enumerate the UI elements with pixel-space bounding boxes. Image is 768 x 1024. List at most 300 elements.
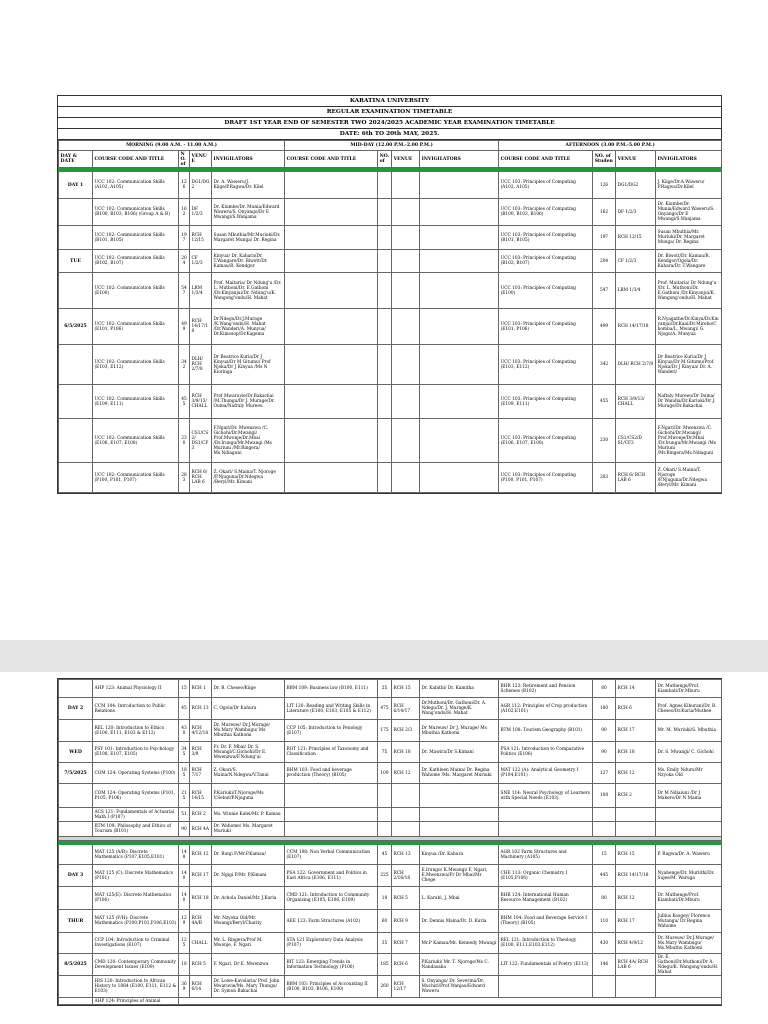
invigilators-cell: Kinyua/ Dr. Kahara/Dr. T.Wangare/Dr. Biwott/Dr. Kamau/R. Kendgor [212,250,285,273]
count-cell: 230 [593,419,616,463]
course-cell: UCC 103: Principles of Computing (B102, B107) [499,250,593,273]
course-cell: UCC 103: Principles of Computing (E101, P106) [499,309,593,345]
table-row [59,463,722,493]
course-cell: UCC 102: Communication Skills (E101, P106) [93,309,179,345]
course-cell: UCC 102: Communication Skills (A102, A105) [93,172,179,199]
venue-cell: RCH 6 [392,954,420,976]
invigilators-cell: Prof. Maitaria/ Dr Ndung'u /Dr. L. Muthoni/Dr. E.Gathoni /Dr.Kinyanjui/Dr. Ndung'u/K. Wangong'ondu/H. Mahat [212,273,285,309]
venue-cell: RCH 6/14/17 [392,698,420,720]
table-row [59,172,722,199]
invigilators-cell: Z. Okari/S. Maina/N.Ndegwa/V.Tanui [212,763,285,784]
count-cell: 35 [378,933,392,954]
course-cell: CCP 105: Introduction to Penology (E107) [285,720,378,742]
count-cell: 230 [179,419,190,463]
invigilators-cell: Dr. Ngigi P/Mr. P.Kimani [212,865,285,887]
venue-cell: RCH 3/9 [190,742,212,763]
invigilators-cell [420,385,499,419]
venue-cell: LRM 1/3/4 [616,273,656,309]
invigilators-cell: Prof Mwaruvie/Dr.Bakachai /M.Thungu/Dr J. Murage/Dr. Ouma/Nafraly Mureeu [212,385,285,419]
course-cell: AGR 102 Farm Structures and Machinery (A105) [499,845,593,865]
count-cell: 215 [179,784,190,808]
count-cell: 197 [179,226,190,250]
invigilators-cell: Dr. Runji F/Mr.P.Kamau/ [212,845,285,865]
count-cell [378,419,392,463]
count-cell: 185 [378,954,392,976]
venue-cell: RCH 18 [392,742,420,763]
course-cell: UCC 102: Communication Skills (E109, E111) [93,385,179,419]
invigilators-cell [420,808,499,822]
course-cell: BBM 109: Business law (B100, E111) [285,680,378,698]
course-cell: UCC 103: Principles of Computing (B101, B105) [499,226,593,250]
invigilators-cell: Dr.Ndegu/Dr.J.Murage /K.Wang'ondu/H. Mahat /Dr.Wanderi/A. Munyua/ Dr.Kimosop/Dr.Kagema [212,309,285,345]
course-cell: CMD 121: Introduction to Community Organizing (E105, E106, E109) [285,887,378,910]
venue-cell: RCH 17 [190,865,212,887]
venue-cell [392,385,420,419]
invigilators-cell [420,250,499,273]
venue-cell: RCH 13 [392,845,420,865]
count-cell: 15 [179,680,190,698]
venue-cell: DF 1/2/3 [616,199,656,226]
draft-title: DRAFT 1ST YEAR END OF SEMESTER TWO 2024/2025 ACADEMIC YEAR EXAMINATION TIMETABLE [58,118,721,129]
venue-cell: RCH 14 [616,680,656,698]
course-cell: MAT 122 (A): Analytical Geometry I (P104,E101) [499,763,593,784]
venue-cell [392,345,420,385]
day-cell: THUR [59,910,93,933]
course-cell: UCC 103: Principles of Computing (E106, E107, E108) [499,419,593,463]
invigilators-cell: Dr. Kathleen Maina/ Dr. Regina Wahome /Ms. Margaret Muriuki [420,763,499,784]
invigilators-cell: C. Ogola/Dr Kahura [212,698,285,720]
col-no: NO. of Studen [593,151,616,168]
day-cell [59,226,93,250]
table-row [59,910,722,933]
day-cell: TUE [59,250,93,273]
table-row [59,385,722,419]
university-name: KARATINA UNIVERSITY [58,96,721,107]
invigilators-cell [420,199,499,226]
table-row [59,976,722,998]
invigilators-cell: Dr Beatrice Kuria/Dr J Kinyua/Dr M Gitumu/ Prof Njoka/Dr J Kinyua /Ms N Kioringa [212,345,285,385]
venue-cell [392,273,420,309]
day-cell [59,385,93,419]
course-cell: AGR 112: Principles of Crop production (A102,E101) [499,698,593,720]
invigilators-cell: Dr Mureuw/ Dr J. Murage/ Ms Mbuthia Kathomi [420,720,499,742]
count-cell: 148 [179,845,190,865]
venue-cell [616,976,656,998]
invigilators-cell: Z. Okari/ S.Maina/T. Njoroge /P.Njuguna/Dr.Ndegwa /Beryl/Mr. Kimani [212,463,285,493]
count-cell: 369 [179,976,190,998]
table-row [59,226,722,250]
venue-cell: RCH 2/16/18 [392,865,420,887]
course-cell: PSA 122: Government and Politics in East Africa (E106, E111) [285,865,378,887]
course-cell: AEE 123: Farm Structures (A102) [285,910,378,933]
exam-title: REGULAR EXAMINATION TIMETABLE [58,107,721,118]
count-cell: 180 [593,698,616,720]
timetable-table-2 [58,679,722,1005]
count-cell: 140 [179,865,190,887]
day2-rows [59,680,722,837]
table-row [59,742,722,763]
invigilators-cell: Dr. A. Waweru/J. Kiige/P.Ragwa/Dr. Kilel [212,172,285,199]
invigilators-cell: Mr. M. Muriuki/S. Mbuthia [656,720,722,742]
col-no: NO. of [378,151,392,168]
venue-cell: CS1/CS2/ DS1/CF3 [190,419,212,463]
course-cell: BHM 104: Food and Beverage Service I (Theory) (B105) [499,910,593,933]
table-row [59,250,722,273]
course-cell: BHR 124: International Human Resource Management (B102) [499,887,593,910]
invigilators-cell: Dr. Lowe-Kavolaria/ Prof. John Mwaruvie/Ms. Mary Thungu/ Dr. Symon Bakachai [212,976,285,998]
venue-cell [392,463,420,493]
venue-cell: RCH 4/12/18 [190,720,212,742]
midday-session: MID-DAY (12.00 P.M.-2.00 P.M.) [285,141,499,151]
day-cell: 6/5/2025 [59,309,93,345]
count-cell [378,226,392,250]
count-cell: 499 [179,309,190,345]
course-cell [285,172,378,199]
venue-cell: RCH 12/15 [190,226,212,250]
venue-cell: LRM 1/3/4 [190,273,212,309]
invigilators-cell: Dr. Mureuw/ Dr.J.Murage/ Ms.Mary Wambugu/ Ms Mbuthia Kathomi [212,720,285,742]
course-cell: PSY 101: Introduction to Psychology (E108, E107, E105) [93,742,179,763]
col-venue: VENUE [190,151,212,168]
count-cell: 80 [593,680,616,698]
count-cell: 342 [593,345,616,385]
course-cell [285,784,378,808]
invigilators-cell: P.Kariuki/ Mr. T. Njoroge/Ms C. Nandasaba [420,954,499,976]
course-cell [499,808,593,822]
col-course: COURSE CODE AND TITLE [285,151,378,168]
course-cell: CCM 108: Non Verbal Communication (E107) [285,845,378,865]
col-invigilators: INVIGILATORS [656,151,722,168]
day-cell [59,808,93,822]
day-cell [59,845,93,865]
count-cell: 126 [593,172,616,199]
course-cell: COM 124: Operating Systems (P100) [93,763,179,784]
venue-cell: CS1/CS2/D S1/CF3 [616,419,656,463]
venue-cell [392,808,420,822]
venue-cell: RCH 6 [616,698,656,720]
count-cell: 51 [179,808,190,822]
count-cell: 547 [593,273,616,309]
day-cell: 7/5/2025 [59,763,93,784]
day-cell [59,199,93,226]
course-cell: BHR 123: Retirement and Pension Schemes (B102) [499,680,593,698]
day-cell: DAY 2 [59,698,93,720]
invigilators-cell: Dr. Kabithi/ Dr. Kamitha [420,680,499,698]
venue-cell: DG1/DG2 [616,172,656,199]
table-row [59,933,722,954]
table-row [59,845,722,865]
day-cell [59,419,93,463]
venue-cell: RCH 7 [392,933,420,954]
course-cell: ROT 121: Principles of Taxonomy and Classification [285,742,378,763]
table-row [59,865,722,887]
invigilators-cell: Dr. Kiumbe/Dr. Munia/Edward Waweru/S. Onyango/Dr E Mwangi/S.Wanjama [212,199,285,226]
count-cell: 499 [593,309,616,345]
count-cell [378,385,392,419]
day-cell [59,720,93,742]
invigilators-cell: F. Ngari, Dr E. Mwenzwa [212,954,285,976]
course-cell [285,309,378,345]
invigilators-cell: Dr. Dennis Maina/Dr. D. Kuria [420,910,499,933]
course-cell: REL 120: Introduction to Ethics (E100, E111, E103 & E112) [93,720,179,742]
venue-cell [392,309,420,345]
col-course: COURSE CODE AND TITLE [499,151,593,168]
count-cell [378,822,392,837]
invigilators-cell: J. Kiige/Dr.A.Waweru/ P.Ragwa/Dr.Kilel [656,172,722,199]
count-cell: 345 [179,742,190,763]
invigilators-cell: S. Onyango/ Dr. Severina/Dr. Muchiri/Prof Wanjau/Edward Waweru [420,976,499,998]
course-cell: UCC 102: Communication Skills (E106, E107, E108) [93,419,179,463]
course-cell: MAT 125(E): Discrete Mathematics (P106) [93,887,179,910]
count-cell: 162 [179,199,190,226]
table-row [59,998,722,1005]
table-row [59,199,722,226]
invigilators-cell [420,784,499,808]
venue-cell: RCH 12/15 [616,226,656,250]
course-cell: MAT 125 (A/B): Discrete Mathematics (P107,E105,E101) [93,845,179,865]
invigilators-cell: Dr. Muthenge/Prof. Kiambati/Dr.Mburu [656,887,722,910]
count-cell: 475 [378,698,392,720]
venue-cell: RCH 6/ RCH LAB 6 [616,463,656,493]
course-cell: UCC 102: Communication Skills (P100, P101, P107) [93,463,179,493]
venue-cell [392,822,420,837]
count-cell [593,808,616,822]
invigilators-cell: Dr. S. Mwangi/ C. Gichohi [656,742,722,763]
column-header-row [59,151,722,168]
invigilators-cell: R.Nyagathe/Dr.Kinya/Dr.Kinyanjui/Dr.Kaai/Dr.Mireho/C homba/L. Mwangi/ G. Njogu/A. Munyua [656,309,722,345]
invigilators-cell: Prof. Maitaria/ Dr Ndung'u /Dr. L. Muthoni/Dr. E.Gathoni /Dr.Kinyanjui/K. Wangong'ondu/H. Mahat [656,273,722,309]
invigilators-cell: F.Ngari/Dr. Mwenzwa /C. Gichohi/Dr.Mwangi/ Prof.Mwonje/Dr.Mbai /Dr.Irungu/Mr.Mwangi /Ms Muriuni /Mr.Ringera/ Ms.Ndiaguni [212,419,285,463]
day-cell [59,933,93,954]
invigilators-cell: Dr. Mawira/Dr S.Kimani [420,742,499,763]
course-cell: MAT 125 (F/H): Discrete Mathematics (P100,P101,P106,E103) [93,910,179,933]
count-cell: 127 [593,763,616,784]
course-cell [285,273,378,309]
count-cell [378,172,392,199]
count-cell [378,199,392,226]
count-cell [378,273,392,309]
invigilators-cell: Jullius Kosgey/ Florence Mutangu/ Dr Regina Wahome [656,910,722,933]
invigilators-cell: Dr. Achola Daniel/Mr. J.Kuria [212,887,285,910]
count-cell [378,808,392,822]
course-cell: UCC 103: Principles of Computing (E100) [499,273,593,309]
exam-dates: DATE: 6th TO 20th MAY, 2025. [58,129,721,140]
course-cell: BHM 103: Food and beverage production (Theory) (B105) [285,763,378,784]
invigilators-cell [420,172,499,199]
count-cell: 197 [593,226,616,250]
venue-cell: RCH 18 [616,742,656,763]
venue-cell: RCH 12 [392,763,420,784]
course-cell [285,385,378,419]
invigilators-cell [420,226,499,250]
col-venue: VENUE [392,151,420,168]
venue-cell [392,226,420,250]
count-cell: 260 [378,976,392,998]
count-cell: 90 [593,720,616,742]
day-cell: WED [59,742,93,763]
timetable-table-1 [58,140,722,493]
invigilators-cell: Dr. Muthenge/Prof. Kiambati/Dr.Mburu [656,680,722,698]
invigilators-cell [420,822,499,837]
count-cell: 108 [593,784,616,808]
day-cell: DAY 3 [59,865,93,887]
invigilators-cell [420,345,499,385]
venue-cell: RCH 2 [190,808,212,822]
invigilators-cell: Ms. Emily Nduru/Mr Nzyoka Old [656,763,722,784]
course-cell [285,250,378,273]
count-cell [593,822,616,837]
course-cell: UCC 103: Principles of Computing (B100, B103, B106) [499,199,593,226]
invigilators-cell: Mr. Nzyoka Old/Mr. Mwangi/Beryl/Charity [212,910,285,933]
count-cell: 45 [179,698,190,720]
invigilators-cell: Dr.Muthoni/Dr. Gathoni/Dr. A. Ndegu/Dr. J. Murage/K. Wang'ondu/H. Mahat [420,698,499,720]
count-cell: 445 [593,865,616,887]
table-row [59,954,722,976]
count-cell: 60 [378,910,392,933]
course-cell [285,822,378,837]
venue-cell: RCH 6/ RCH LAB 6 [190,463,212,493]
course-cell: LIT 120: Reading and Writing Skills in Literature (E100, E103, E105 & E112) [285,698,378,720]
course-cell: HIS 120: Introduction to African History to 1884 (E100, E111, E112 & E103) [93,976,179,998]
count-cell: 110 [593,910,616,933]
course-cell: SNE 114: Neural Psychology of Learners with Special Needs (E103) [499,784,593,808]
invigilators-cell: Kinyua /Dr. Kahura [420,845,499,865]
venue-cell: RCH 2 [616,784,656,808]
course-cell: BTM 108: Tourism Geography (B101) [499,720,593,742]
count-cell: 18 [378,887,392,910]
count-cell: 90 [593,742,616,763]
venue-cell: RCH 7/17 [190,763,212,784]
count-cell: 125 [179,933,190,954]
course-cell [285,199,378,226]
venue-cell [392,250,420,273]
venue-cell: DF 1/2/3 [190,199,212,226]
count-cell: 25 [378,680,392,698]
invigilators-cell: Mr. L. Ringera/Prof M. Mwonje, F. Ngari [212,933,285,954]
day-cell [59,680,93,698]
count-cell: 342 [179,345,190,385]
venue-cell: RCH 13 [190,698,212,720]
count-cell: 129 [179,910,190,933]
day-cell: 8/5/2025 [59,954,93,976]
invigilators-cell: Dr. Mureuw/ Dr.J.Murage/ Ms.Mary Wambugu/ Ms.Mbuthu Kathomi [656,933,722,954]
course-cell [285,419,378,463]
venue-cell: RCH 9 [392,910,420,933]
timetable-sheet-2 [57,678,722,1006]
invigilators-cell: Mr.P Kamau/Mr. Kennedy Mwangi [420,933,499,954]
invigilators-cell: Prof. Agnes Kihurani/Dr. B. Cheseo/Dr.Kuria/Muthee [656,698,722,720]
session-row [59,141,722,151]
course-cell [285,808,378,822]
count-cell: 75 [378,742,392,763]
col-day: DAY & DATE [59,151,93,168]
timetable-page-2 [0,672,768,1024]
count-cell: 175 [378,720,392,742]
venue-cell [392,199,420,226]
invigilators-cell: Susan Mbuthia/Mr.Muriuki/Dr. Margaret Munga/ Dr. Regina [212,226,285,250]
invigilators-cell: Dr Beatrice Kuria/Dr J Kinyua/Dr M Gitumu/Prof Njoka/Dr J Kinyua/ Dr. A. Wanderi/ [656,345,722,385]
course-cell: AHP 123: Animal Physiology II [93,680,179,698]
invigilators-cell: F.Ngari/Dr. Mwenzwa /C. Gichohi/Dr.Mwangi/ Prof.Mwonje/Dr.Mbai /Dr.Irungu/Mr.Mwangi /Ms Muriuni /Mr.Ringera/Ms.Ndiaguni [656,419,722,463]
table-row [59,808,722,822]
count-cell [378,250,392,273]
course-cell: BBM 103: Principles of Accounting II (B100, B103, B106, E100) [285,976,378,998]
table-row [59,698,722,720]
invigilators-cell [656,822,722,837]
invigilators-cell [420,309,499,345]
table-row [59,720,722,742]
count-cell [378,309,392,345]
venue-cell: RCH 17 [616,910,656,933]
count-cell: 430 [179,720,190,742]
count-cell [593,976,616,998]
day-cell [59,345,93,385]
course-cell: REL 121: Introduction to Theology (E100, E111,E103,E112) [499,933,593,954]
venue-cell [616,822,656,837]
count-cell: 15 [593,845,616,865]
invigilators-cell: P. Ragwa/Dr. A. Waweru [656,845,722,865]
course-cell: ACS 121: Fundamentals of Actuarial Math I (P107) [93,808,179,822]
invigilators-cell: E.Irungu/ K.Mwangi/ F. Ngari, E.Mwenzwa/Fr Dr Mbai/Mr Chege [420,865,499,887]
col-no: NO. of [179,151,190,168]
table-row [59,784,722,808]
day-cell [59,784,93,808]
venue-cell: DLH/ RCH 2/7/8 [190,345,212,385]
course-cell: AHP 124: Principles of Animal [93,998,179,1005]
count-cell: 146 [593,954,616,976]
invigilators-cell [656,976,722,998]
venue-cell: CF 1/2/3 [190,250,212,273]
day-cell [59,273,93,309]
venue-cell: RCH 12 [616,763,656,784]
course-cell [285,345,378,385]
count-cell: 204 [179,250,190,273]
course-cell: PSA 121: Introduction to Comparative Politics (E106) [499,742,593,763]
invigilators-cell [420,463,499,493]
course-cell: CCP 104: Introduction to Criminal Investigations (E107) [93,933,179,954]
venue-cell: RCH 14/17/18 [616,309,656,345]
morning-session: MORNING (9.00 A.M. - 11.00 A.M.) [59,141,285,151]
course-cell: UCC 102: Communication Skills (B102, B107) [93,250,179,273]
count-cell: 204 [593,250,616,273]
course-cell: CMD 120: Contemporary Community Development Issues (E109) [93,954,179,976]
day1-rows [59,172,722,493]
count-cell: 455 [179,385,190,419]
invigilators-cell [420,419,499,463]
table-row [59,680,722,698]
course-cell: BIT 123: Emerging Trends in Information Technology (P100) [285,954,378,976]
venue-cell: RCH 4A/B [190,910,212,933]
venue-cell [392,172,420,199]
course-cell: UCC 102: Communication Skills (E100) [93,273,179,309]
venue-cell [392,419,420,463]
course-cell: MAT 125 (C): Discrete Mathematics (P101) [93,865,179,887]
invigilators-cell: Dr. B. Cheseo/Kiige [212,680,285,698]
count-cell: 430 [593,933,616,954]
count-cell [378,463,392,493]
count-cell: 283 [179,463,190,493]
count-cell: 225 [378,865,392,887]
invigilators-cell: Dr. Biwott/Dr. Kamau/R. Kendgor/Ogola/Dr. Kahara/Dr. T.Wangare [656,250,722,273]
col-venue: VENUE [616,151,656,168]
venue-cell: RCH 5 [392,887,420,910]
table-row [59,763,722,784]
course-cell: UCC 103: Principles of Computing (P100, P101, P107) [499,463,593,493]
venue-cell [616,808,656,822]
day-cell [59,887,93,910]
venue-cell: RCH 4A/ RCH LAB 6 [616,954,656,976]
count-cell: 283 [593,463,616,493]
